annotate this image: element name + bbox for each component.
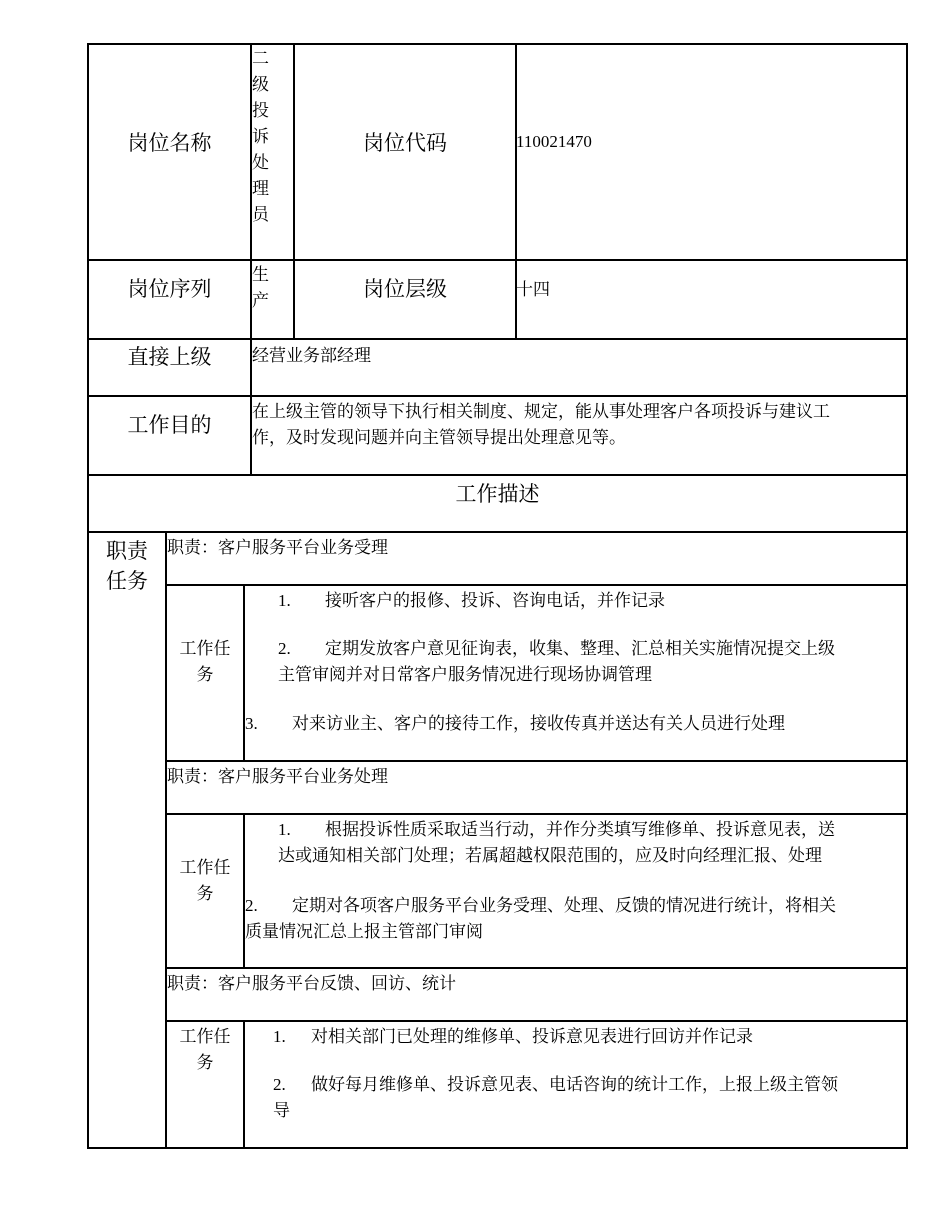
post-series-char: 生 (252, 265, 269, 285)
table-border-left (87, 43, 89, 1149)
post-name-char: 理 (252, 179, 269, 199)
row-divider (87, 531, 908, 533)
task-number: 2. (278, 639, 291, 658)
purpose-value-line: 作，及时发现问题并向主管领导提出处理意见等。 (252, 428, 626, 448)
post-series-value (252, 262, 292, 314)
row-divider (165, 967, 908, 969)
duty-title: 职责：客户服务平台业务处理 (167, 767, 388, 787)
task-number: 3. (245, 714, 258, 733)
purpose-label: 工作目的 (127, 413, 212, 437)
task-label: 务 (196, 1053, 214, 1073)
task-label: 工作任 (179, 1027, 231, 1047)
task-number: 2. (273, 1075, 286, 1094)
task-label: 务 (196, 884, 214, 904)
post-name-char: 二 (252, 49, 269, 69)
post-name-label: 岗位名称 (127, 131, 212, 155)
post-name-char: 员 (252, 205, 269, 225)
task-text-line: 做好每月维修单、投诉意见表、电话咨询的统计工作，上报上级主管领 (311, 1075, 838, 1095)
section-title: 工作描述 (455, 482, 540, 506)
purpose-value-line: 在上级主管的领导下执行相关制度、规定，能从事处理客户各项投诉与建议工 (252, 402, 830, 422)
task-label: 工作任 (179, 639, 231, 659)
post-name-char: 投 (252, 101, 269, 121)
post-series-label: 岗位序列 (127, 277, 212, 301)
task-text-line: 根据投诉性质采取适当行动，并作分类填写维修单、投诉意见表，送 (325, 820, 835, 840)
task-number: 1. (273, 1027, 286, 1046)
task-number: 2. (245, 896, 258, 915)
task-text-line: 达或通知相关部门处理；若属超越权限范围的，应及时向经理汇报、处理 (278, 846, 822, 866)
post-level-value: 十四 (516, 280, 550, 300)
table-border-right (906, 43, 908, 1149)
duties-label: 职责 (106, 539, 148, 563)
superior-value: 经营业务部经理 (252, 346, 371, 366)
row-divider (165, 813, 908, 815)
post-name-value (252, 46, 292, 228)
row-divider (87, 395, 908, 397)
row-divider (87, 259, 908, 261)
duties-label: 任务 (106, 569, 148, 593)
row-divider (165, 760, 908, 762)
post-series-char: 产 (252, 291, 269, 311)
task-label: 务 (196, 665, 214, 685)
post-name-char: 级 (252, 75, 269, 95)
post-name-char: 诉 (252, 127, 269, 147)
task-text-line: 接听客户的报修、投诉、咨询电话，并作记录 (325, 591, 665, 611)
post-name-char: 处 (252, 153, 269, 173)
task-text-line: 主管审阅并对日常客户服务情况进行现场协调管理 (278, 665, 652, 685)
task-label: 工作任 (179, 858, 231, 878)
post-level-label: 岗位层级 (363, 277, 447, 301)
post-code-label: 岗位代码 (363, 131, 447, 155)
row-divider (165, 584, 908, 586)
task-text-line: 导 (273, 1101, 290, 1121)
row-divider (87, 474, 908, 476)
col-divider (243, 1020, 245, 1149)
post-code-value: 110021470 (516, 132, 592, 151)
duty-title: 职责：客户服务平台业务受理 (167, 538, 388, 558)
task-text-line: 对相关部门已处理的维修单、投诉意见表进行回访并作记录 (311, 1027, 753, 1047)
task-text-line: 定期对各项客户服务平台业务受理、处理、反馈的情况进行统计，将相关 (292, 896, 836, 916)
task-text-line: 对来访业主、客户的接待工作，接收传真并送达有关人员进行处理 (292, 714, 785, 734)
task-text-line: 定期发放客户意见征询表，收集、整理、汇总相关实施情况提交上级 (325, 639, 835, 659)
task-text-line: 质量情况汇总上报主管部门审阅 (245, 922, 483, 942)
row-divider (165, 1020, 908, 1022)
superior-label: 直接上级 (127, 345, 212, 369)
table-border-bottom (87, 1147, 908, 1149)
task-number: 1. (278, 591, 291, 610)
col-divider (243, 813, 245, 969)
task-number: 1. (278, 820, 291, 839)
row-divider (87, 338, 908, 340)
table-border-top (87, 43, 908, 45)
duty-title: 职责：客户服务平台反馈、回访、统计 (167, 974, 456, 994)
